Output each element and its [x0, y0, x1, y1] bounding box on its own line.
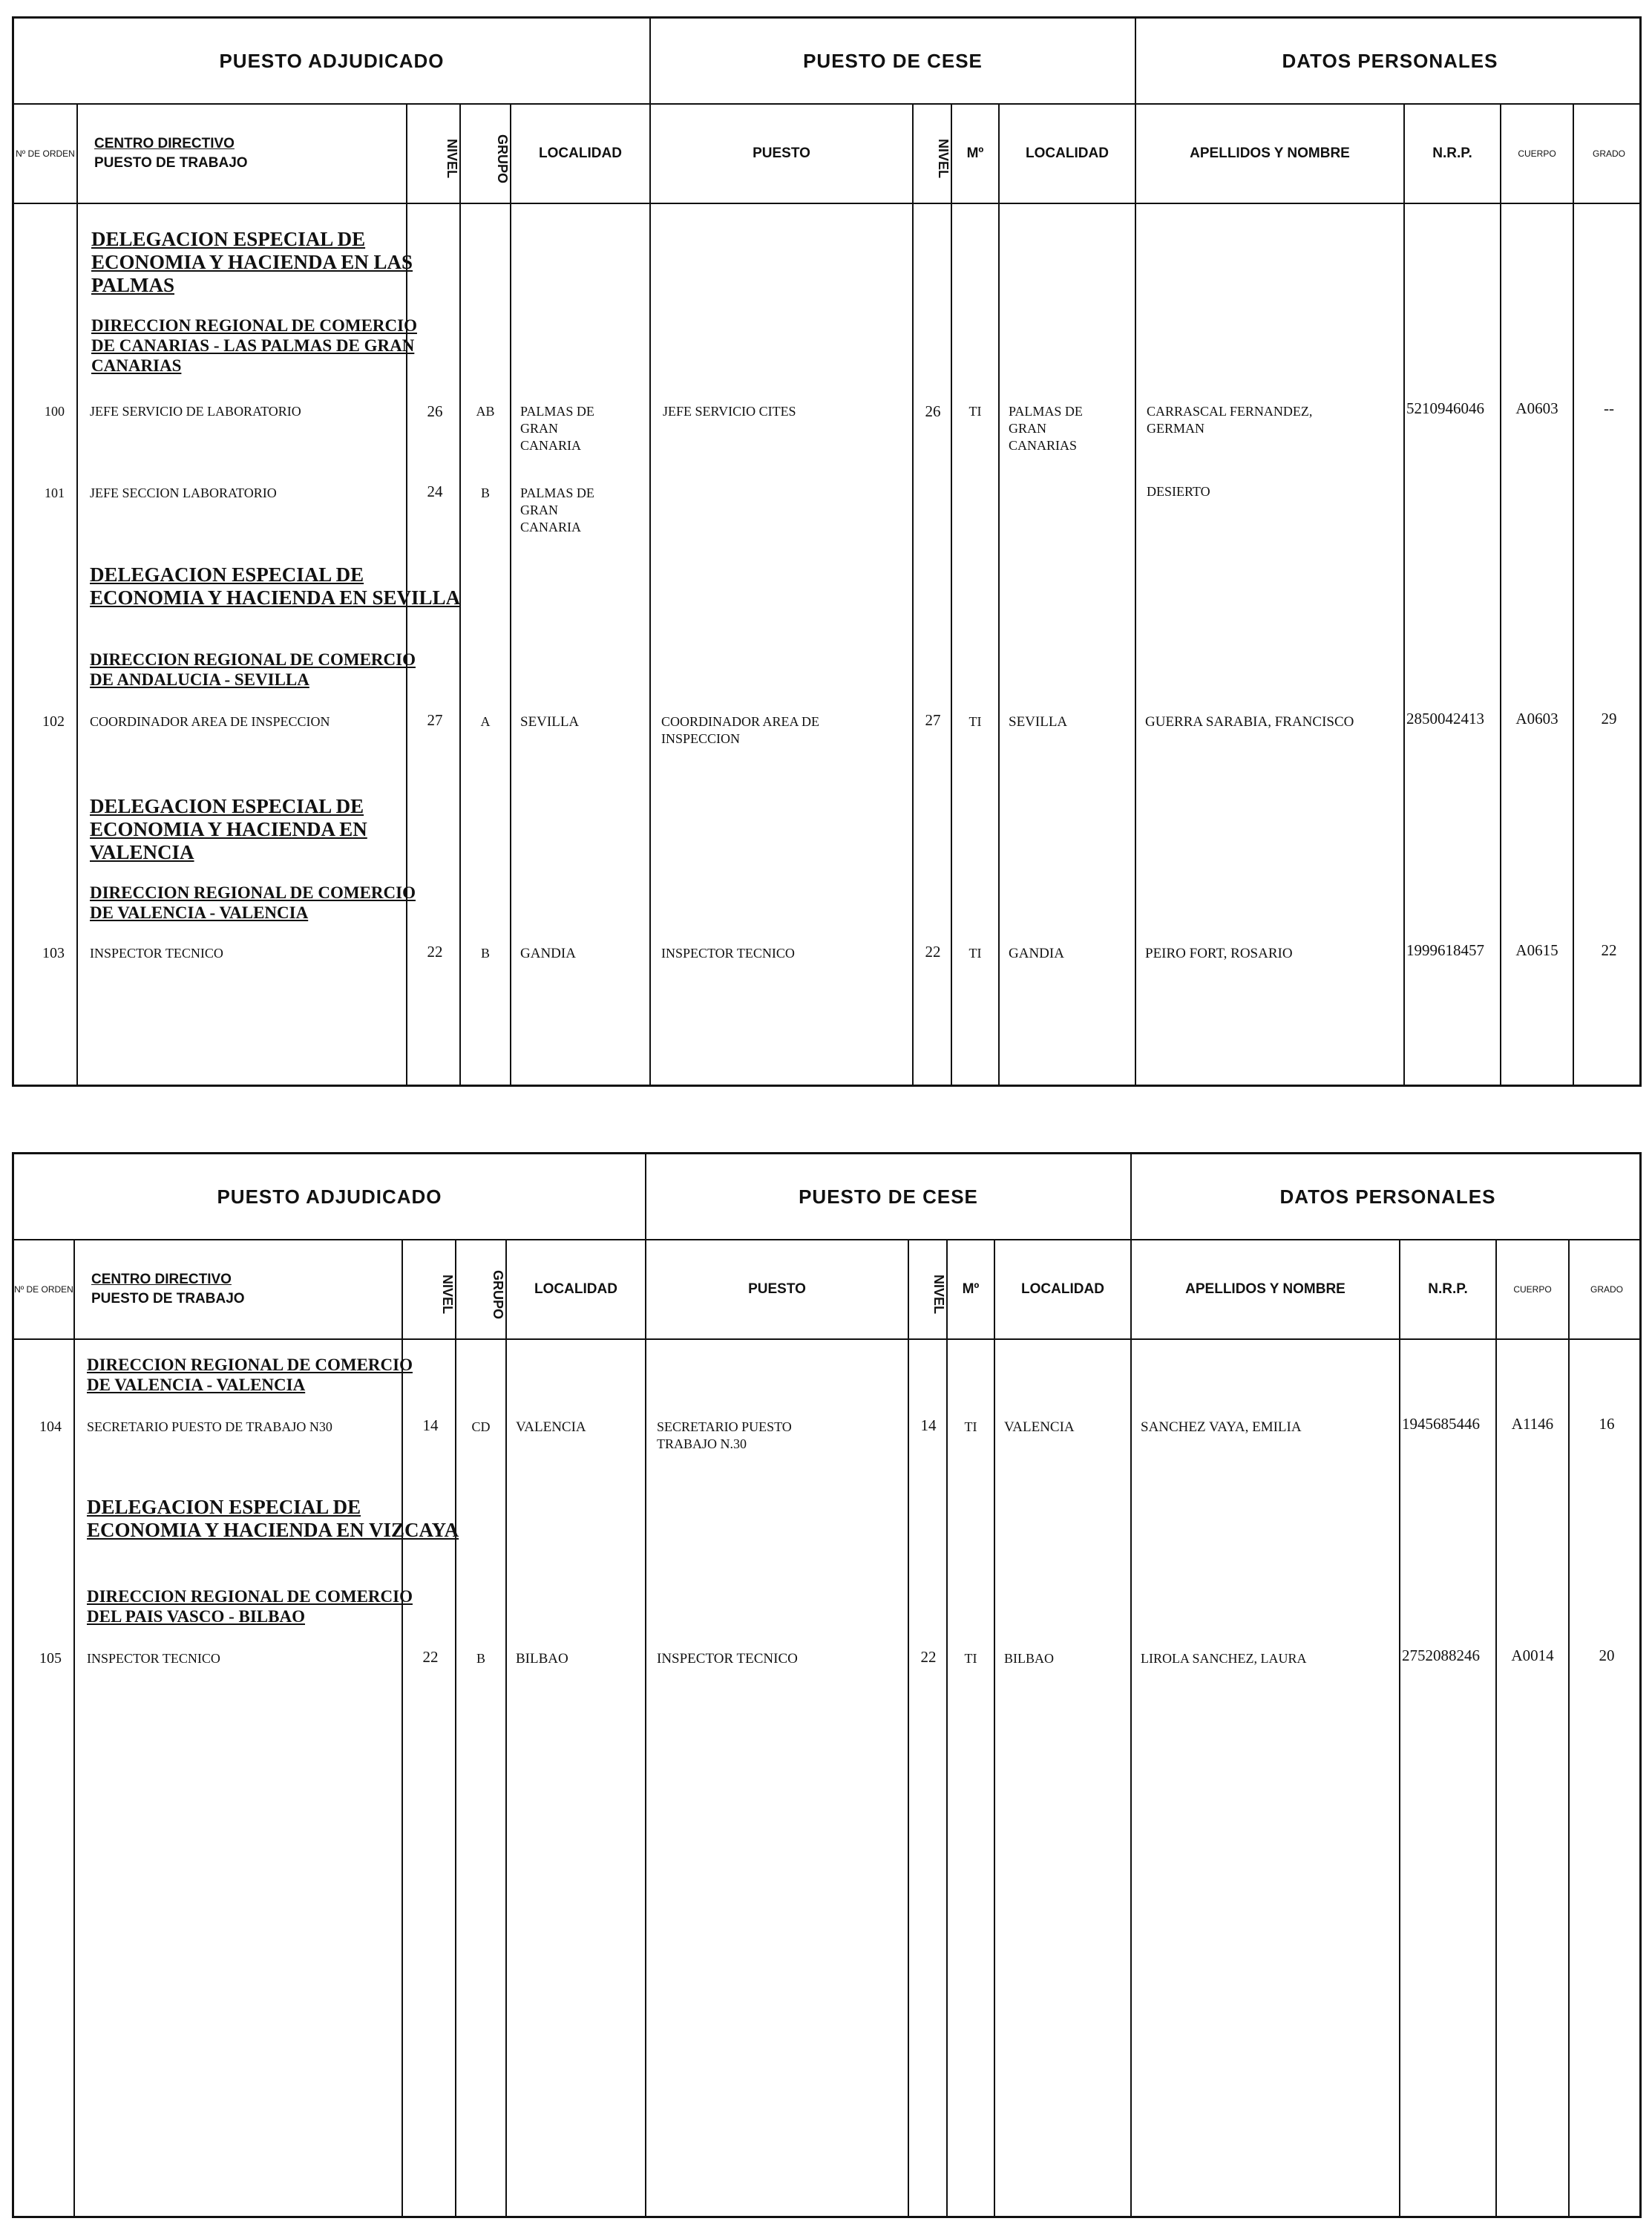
- puesto-trabajo-cell: COORDINADOR AREA DE INSPECCION: [90, 714, 330, 729]
- nrp-cell: 1999618457: [1406, 941, 1484, 959]
- col-nrp: N.R.P.: [1432, 145, 1472, 161]
- col-centro: CENTRO DIRECTIVO: [94, 136, 235, 151]
- col-orden: Nº DE ORDEN: [16, 148, 75, 159]
- m-cell: TI: [964, 1419, 977, 1434]
- orden-cell: 105: [39, 1650, 62, 1667]
- grupo-cell: B: [476, 1651, 485, 1666]
- localidad-cell: PALMAS DE GRAN CANARIA: [520, 485, 594, 534]
- puesto-cese-cell: COORDINADOR AREA DE INSPECCION: [661, 714, 820, 746]
- cuerpo-cell: A0014: [1511, 1646, 1554, 1664]
- section-datos-personales: DATOS PERSONALES: [1282, 49, 1498, 72]
- m-cell: TI: [964, 1651, 977, 1666]
- apellidos-cell: SANCHEZ VAYA, EMILIA: [1141, 1419, 1302, 1435]
- col-grupo: GRUPO: [491, 1269, 505, 1319]
- m-cell: TI: [968, 404, 982, 419]
- orden-cell: 102: [42, 713, 65, 730]
- col-nivel: NIVEL: [445, 139, 459, 179]
- nivel-cell: 22: [427, 943, 443, 961]
- heading-direccion-andalucia: DIRECCION REGIONAL DE COMERCIO DE ANDALUCIA - SEVILLA: [90, 650, 416, 689]
- assignment-table-2: [12, 1152, 1642, 2218]
- puesto-cese-cell: JEFE SERVICIO CITES: [663, 404, 796, 419]
- puesto-trabajo-cell: SECRETARIO PUESTO DE TRABAJO N30: [87, 1419, 332, 1434]
- grado-cell: 20: [1599, 1646, 1615, 1664]
- puesto-trabajo-cell: INSPECTOR TECNICO: [90, 946, 223, 961]
- nivel-cese-cell: 22: [925, 943, 941, 961]
- heading-delegacion-valencia: DELEGACION ESPECIAL DE ECONOMIA Y HACIENDA EN VALENCIA: [90, 795, 367, 863]
- col-localidad-cese: LOCALIDAD: [1026, 145, 1109, 161]
- grado-cell: 16: [1599, 1415, 1615, 1433]
- nivel-cese-cell: 14: [920, 1416, 937, 1434]
- nrp-cell: 1945685446: [1402, 1415, 1480, 1433]
- col-nrp: N.R.P.: [1428, 1281, 1468, 1297]
- apellidos-cell: GUERRA SARABIA, FRANCISCO: [1145, 714, 1354, 730]
- col-localidad-cese: LOCALIDAD: [1021, 1281, 1104, 1297]
- localidad-cell: BILBAO: [516, 1651, 568, 1667]
- localidad-cese-cell: PALMAS DE GRAN CANARIAS: [1009, 404, 1083, 453]
- m-cell: TI: [968, 946, 982, 961]
- localidad-cell: VALENCIA: [516, 1419, 586, 1435]
- col-cuerpo: CUERPO: [1518, 148, 1556, 159]
- localidad-cese-cell: BILBAO: [1004, 1651, 1054, 1666]
- grupo-cell: AB: [476, 404, 495, 419]
- grado-cell: 22: [1601, 941, 1617, 959]
- localidad-cell: PALMAS DE GRAN CANARIA: [520, 404, 594, 453]
- nrp-cell: 2752088246: [1402, 1646, 1480, 1664]
- heading-direccion-canarias: DIRECCION REGIONAL DE COMERCIO DE CANARIAS - LAS PALMAS DE GRAN CANARIAS: [91, 316, 417, 375]
- assignment-table-1: [12, 16, 1642, 1087]
- localidad-cell: GANDIA: [520, 946, 576, 961]
- localidad-cese-cell: GANDIA: [1009, 946, 1064, 961]
- orden-cell: 100: [45, 404, 65, 419]
- col-localidad: LOCALIDAD: [534, 1281, 617, 1297]
- grupo-cell: A: [480, 714, 491, 729]
- orden-cell: 103: [42, 945, 65, 961]
- grado-cell: --: [1604, 399, 1614, 417]
- col-cuerpo: CUERPO: [1513, 1283, 1552, 1295]
- orden-cell: 104: [39, 1419, 62, 1435]
- col-puesto: PUESTO: [748, 1281, 806, 1297]
- heading-delegacion-palmas: DELEGACION ESPECIAL DE ECONOMIA Y HACIENDA EN LAS PALMAS: [91, 228, 413, 296]
- puesto-cese-cell: INSPECTOR TECNICO: [657, 1651, 798, 1667]
- nivel-cell: 24: [427, 483, 443, 500]
- col-apellidos: APELLIDOS Y NOMBRE: [1185, 1281, 1345, 1297]
- col-nivel-cese: NIVEL: [931, 1275, 946, 1315]
- heading-delegacion-vizcaya: DELEGACION ESPECIAL DE ECONOMIA Y HACIENDA EN VIZCAYA: [87, 1496, 459, 1541]
- col-puesto-trabajo: PUESTO DE TRABAJO: [94, 155, 248, 171]
- grupo-cell: B: [480, 946, 490, 961]
- nivel-cell: 27: [427, 711, 443, 729]
- puesto-trabajo-cell: JEFE SERVICIO DE LABORATORIO: [90, 404, 301, 419]
- grupo-cell: CD: [471, 1419, 491, 1434]
- col-grado: GRADO: [1592, 148, 1625, 159]
- apellidos-cell: CARRASCAL FERNANDEZ, GERMAN: [1147, 404, 1313, 436]
- puesto-cese-cell: INSPECTOR TECNICO: [661, 946, 795, 961]
- puesto-trabajo-cell: INSPECTOR TECNICO: [87, 1651, 220, 1666]
- m-cell: TI: [968, 714, 982, 729]
- section-puesto-cese: PUESTO DE CESE: [799, 1185, 978, 1208]
- col-nivel: NIVEL: [440, 1275, 455, 1315]
- col-m: Mº: [966, 145, 984, 161]
- nrp-cell: 2850042413: [1406, 710, 1484, 727]
- col-centro: CENTRO DIRECTIVO: [91, 1272, 232, 1287]
- col-centro-puesto: [78, 105, 406, 203]
- puesto-trabajo-cell: JEFE SECCION LABORATORIO: [90, 485, 277, 500]
- col-centro-puesto: [75, 1240, 403, 1338]
- col-grado: GRADO: [1590, 1283, 1623, 1295]
- col-m: Mº: [962, 1281, 980, 1297]
- nrp-cell: 5210946046: [1406, 399, 1484, 417]
- col-localidad: LOCALIDAD: [539, 145, 622, 161]
- nivel-cell: 14: [422, 1416, 439, 1434]
- section-puesto-adjudicado: PUESTO ADJUDICADO: [219, 49, 445, 72]
- heading-direccion-valencia: DIRECCION REGIONAL DE COMERCIO DE VALENCIA - VALENCIA: [90, 883, 416, 922]
- col-grupo: GRUPO: [495, 134, 510, 183]
- heading-direccion-valencia: DIRECCION REGIONAL DE COMERCIO DE VALENCIA - VALENCIA: [87, 1356, 413, 1394]
- cuerpo-cell: A1146: [1511, 1415, 1554, 1433]
- nivel-cese-cell: 27: [925, 711, 941, 729]
- section-puesto-cese: PUESTO DE CESE: [803, 49, 983, 72]
- col-orden: Nº DE ORDEN: [14, 1283, 73, 1295]
- col-apellidos: APELLIDOS Y NOMBRE: [1190, 145, 1350, 161]
- apellidos-cell: PEIRO FORT, ROSARIO: [1145, 946, 1293, 961]
- localidad-cese-cell: SEVILLA: [1009, 714, 1068, 730]
- nivel-cese-cell: 26: [925, 402, 941, 420]
- localidad-cell: SEVILLA: [520, 714, 580, 730]
- apellidos-cell: LIROLA SANCHEZ, LAURA: [1141, 1651, 1307, 1666]
- nivel-cese-cell: 22: [920, 1648, 937, 1666]
- nivel-cell: 22: [422, 1648, 439, 1666]
- col-puesto-trabajo: PUESTO DE TRABAJO: [91, 1291, 245, 1307]
- nivel-cell: 26: [427, 402, 443, 420]
- col-nivel-cese: NIVEL: [936, 139, 951, 179]
- cuerpo-cell: A0615: [1515, 941, 1558, 959]
- grupo-cell: B: [480, 485, 490, 500]
- localidad-cese-cell: VALENCIA: [1004, 1419, 1075, 1435]
- heading-delegacion-sevilla: DELEGACION ESPECIAL DE ECONOMIA Y HACIENDA EN SEVILLA: [90, 563, 461, 609]
- apellidos-cell: DESIERTO: [1147, 484, 1210, 499]
- orden-cell: 101: [45, 485, 65, 500]
- grado-cell: 29: [1601, 710, 1617, 727]
- section-datos-personales: DATOS PERSONALES: [1279, 1185, 1496, 1208]
- cuerpo-cell: A0603: [1515, 399, 1558, 417]
- section-puesto-adjudicado: PUESTO ADJUDICADO: [217, 1185, 442, 1208]
- col-puesto: PUESTO: [753, 145, 810, 161]
- heading-direccion-pais-vasco: DIRECCION REGIONAL DE COMERCIO DEL PAIS VASCO - BILBAO: [87, 1587, 413, 1626]
- cuerpo-cell: A0603: [1515, 710, 1558, 727]
- puesto-cese-cell: SECRETARIO PUESTO TRABAJO N.30: [657, 1419, 792, 1451]
